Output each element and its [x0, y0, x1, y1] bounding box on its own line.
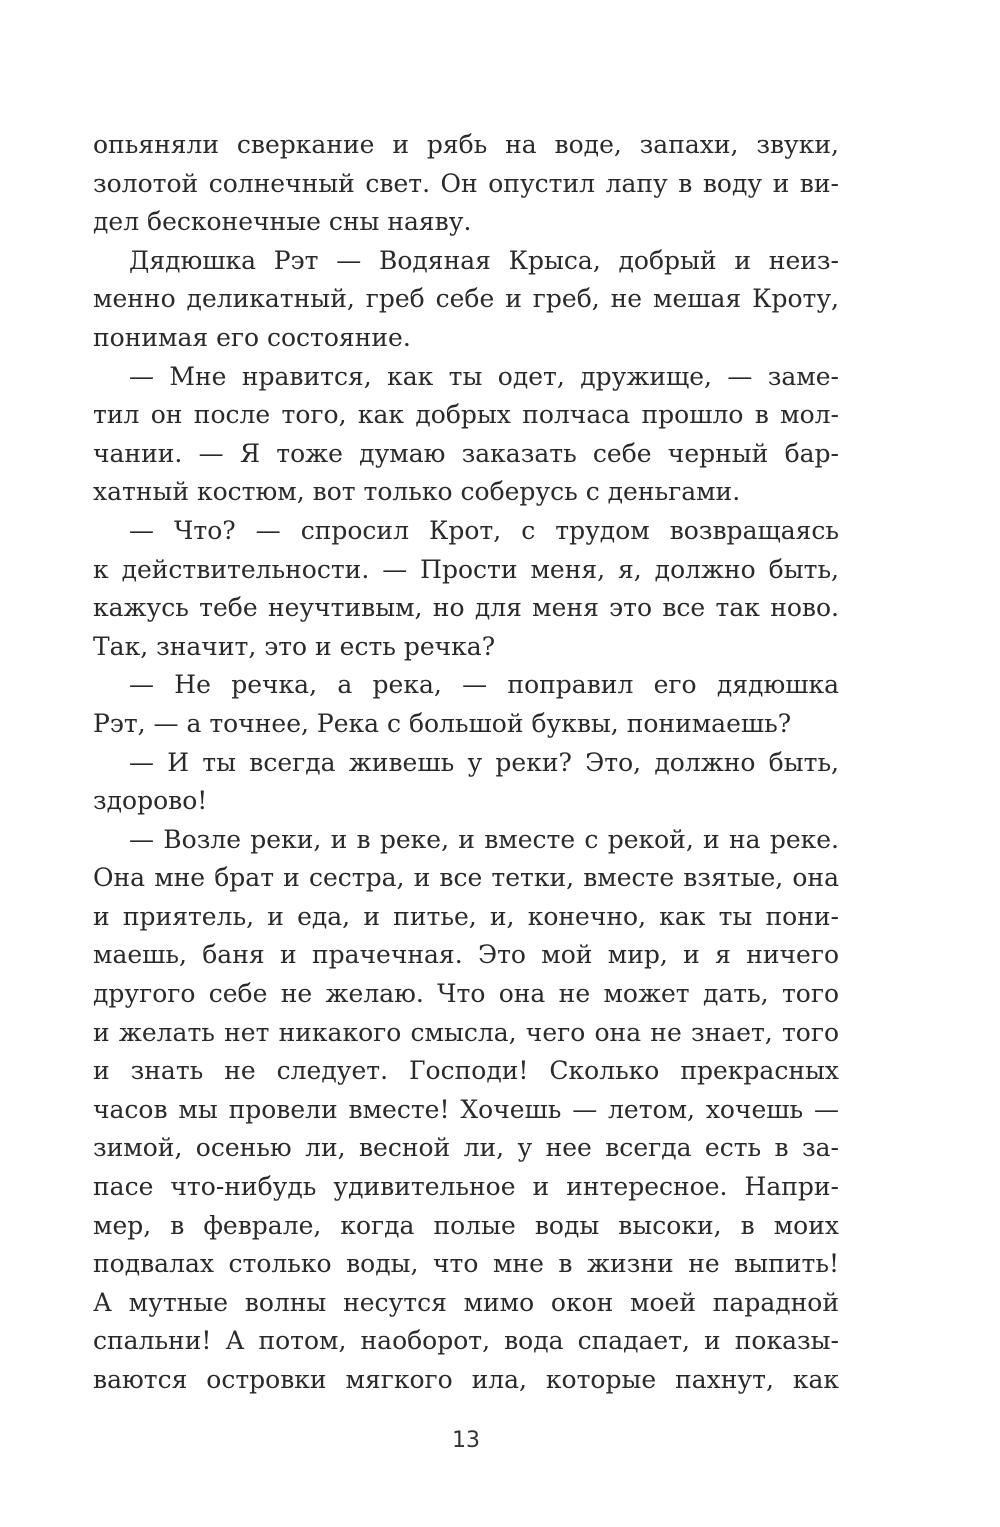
- body-text: [93, 126, 839, 1400]
- text-line: понимая его состояние.: [93, 322, 411, 352]
- paragraph: [93, 126, 839, 242]
- text-line: и знать не следует. Господи! Сколько прекрасных: [93, 1056, 839, 1086]
- text-line: спальни! А потом, наоборот, вода спадает, и показы-: [93, 1326, 839, 1356]
- text-line: хатный костюм, вот только соберусь с деньгами.: [93, 477, 741, 507]
- text-line: пасе что-нибудь удивительное и интересное. Напри-: [93, 1172, 839, 1202]
- text-line: менно деликатный, греб себе и греб, не мешая Кроту,: [93, 284, 839, 314]
- text-line: — Возле реки, и в реке, и вместе с рекой, и на реке.: [129, 824, 839, 854]
- text-line: часов мы провели вместе! Хочешь — летом, хочешь —: [93, 1094, 839, 1124]
- text-line: подвалах столько воды, что мне в жизни не выпить!: [93, 1249, 839, 1279]
- text-line: Дядюшка Рэт — Водяная Крыса, добрый и неиз-: [129, 245, 839, 275]
- text-line: Рэт, — а точнее, Река с большой буквы, понимаешь?: [93, 708, 792, 738]
- paragraph: [93, 821, 839, 1400]
- text-line: Она мне брат и сестра, и все тетки, вместе взятые, она: [93, 863, 839, 893]
- text-line: зимой, осенью ли, весной ли, у нее всегда есть в за-: [93, 1133, 839, 1163]
- text-line: и приятель, и еда, и питье, и, конечно, как ты пони-: [93, 901, 839, 931]
- text-line: и желать нет никакого смысла, чего она не знает, того: [93, 1017, 839, 1047]
- page-number: 13: [452, 1428, 480, 1453]
- text-line: А мутные волны несутся мимо окон моей парадной: [93, 1287, 839, 1317]
- paragraph: [93, 358, 839, 512]
- text-line: здорово!: [93, 786, 208, 816]
- text-line: опьяняли сверкание и рябь на воде, запахи, звуки,: [93, 130, 839, 159]
- text-line: Так, значит, это и есть речка?: [93, 631, 496, 661]
- text-line: мер, в феврале, когда полые воды высоки, в моих: [93, 1210, 839, 1240]
- text-line: — Не речка, а река, — поправил его дядюшка: [129, 670, 839, 700]
- paragraph: [93, 512, 839, 666]
- text-line: тил он после того, как добрых полчаса прошло в мол-: [93, 400, 839, 430]
- text-line: золотой солнечный свет. Он опустил лапу в воду и ви-: [93, 168, 839, 198]
- paragraph: [93, 666, 839, 743]
- text-line: дел бесконечные сны наяву.: [93, 207, 472, 237]
- paragraph: [93, 242, 839, 358]
- paragraph: [93, 744, 839, 821]
- text-line: ваются островки мягкого ила, которые пахнут, как: [93, 1365, 839, 1394]
- text-line: чании. — Я тоже думаю заказать себе черный бар-: [93, 438, 839, 468]
- text-line: — Что? — спросил Крот, с трудом возвращаясь: [129, 515, 839, 545]
- text-line: к действительности. — Прости меня, я, должно быть,: [93, 554, 839, 584]
- text-line: кажусь тебе неучтивым, но для меня это все так ново.: [93, 593, 839, 623]
- text-line: — Мне нравится, как ты одет, дружище, — заме-: [129, 361, 839, 391]
- text-line: — И ты всегда живешь у реки? Это, должно быть,: [129, 747, 839, 777]
- text-line: маешь, баня и прачечная. Это мой мир, и я ничего: [93, 940, 839, 970]
- text-line: другого себе не желаю. Что она не может дать, того: [93, 979, 839, 1009]
